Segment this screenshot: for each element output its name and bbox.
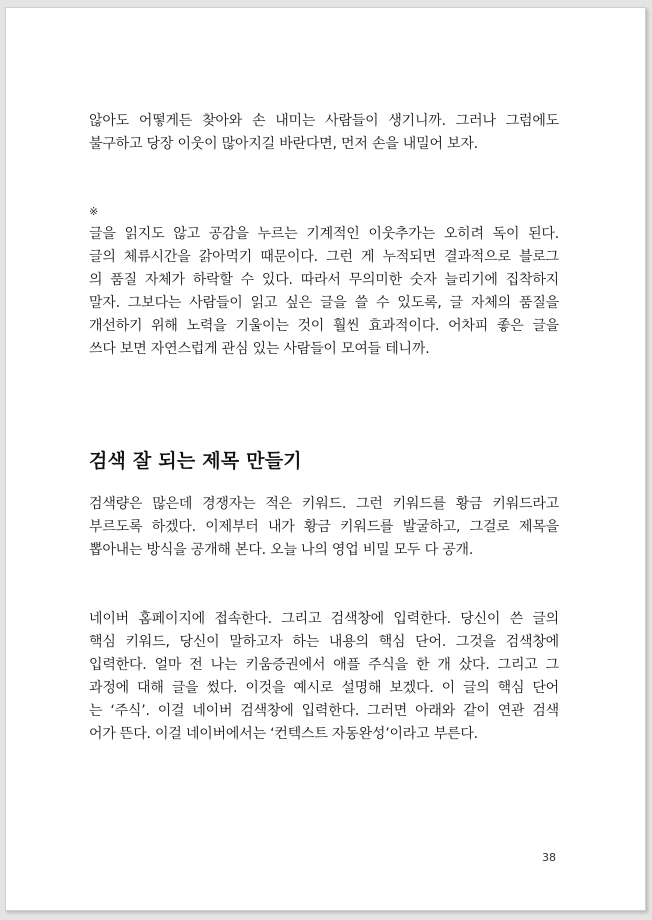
text-line: 검색량은 많은데 경쟁자는 적은 키워드. 그런 키워드를 황금 키워드라고	[89, 496, 559, 512]
page-number: 38	[542, 851, 556, 864]
section-paragraph-1	[89, 493, 559, 562]
reference-mark: ※	[89, 205, 99, 218]
text-line: 불구하고 당장 이웃이 많아지길 바란다면, 먼저 손을 내밀어 보자.	[89, 136, 478, 152]
text-line: 말자. 그보다는 사람들이 읽고 싶은 글을 쓸 수 있도록, 글 자체의 품질을	[89, 295, 559, 311]
text-line: 뽑아내는 방식을 공개해 본다. 오늘 나의 영업 비밀 모두 다 공개.	[89, 542, 474, 558]
text-line: 네이버 홈페이지에 접속한다. 그리고 검색창에 입력한다. 당신이 쓴 글의	[89, 611, 559, 627]
text-line: 글을 읽지도 않고 공감을 누르는 기계적인 이웃추가는 오히려 독이 된다.	[89, 226, 559, 242]
text-line: 는 ‘주식’. 이걸 네이버 검색창에 입력한다. 그러면 아래와 같이 연관 검색	[89, 703, 559, 719]
text-line: 개선하기 위해 노력을 기울이는 것이 훨씬 효과적이다. 어차피 좋은 글을	[89, 318, 559, 334]
text-line: 핵심 키워드, 당신이 말하고자 하는 내용의 핵심 단어. 그것을 검색창에	[89, 634, 559, 650]
text-line: 의 품질 자체가 하락할 수 있다. 따라서 무의미한 숫자 늘리기에 집착하지	[89, 272, 559, 288]
text-line: 부르도록 하겠다. 이제부터 내가 황금 키워드를 발굴하고, 그걸로 제목을	[89, 519, 559, 535]
note-paragraph	[89, 200, 559, 361]
paragraph-continuation	[89, 110, 559, 156]
text-line: 입력한다. 얼마 전 나는 키움증권에서 애플 주식을 한 개 샀다. 그리고 그	[89, 657, 559, 673]
section-heading: 검색 잘 되는 제목 만들기	[89, 450, 302, 472]
section-paragraph-2	[89, 608, 559, 746]
text-line: 글의 체류시간을 갉아먹기 때문이다. 그런 게 누적되면 결과적으로 블로그	[89, 249, 559, 265]
text-line: 쓰다 보면 자연스럽게 관심 있는 사람들이 모여들 테니까.	[89, 341, 430, 357]
document-page	[5, 7, 646, 911]
text-line: 않아도 어떻게든 찾아와 손 내미는 사람들이 생기니까. 그러나 그럼에도	[89, 113, 559, 129]
text-line: 어가 뜬다. 이걸 네이버에서는 ‘컨텍스트 자동완성’이라고 부른다.	[89, 726, 478, 742]
text-line: 과정에 대해 글을 썼다. 이것을 예시로 설명해 보겠다. 이 글의 핵심 단어	[89, 680, 559, 696]
